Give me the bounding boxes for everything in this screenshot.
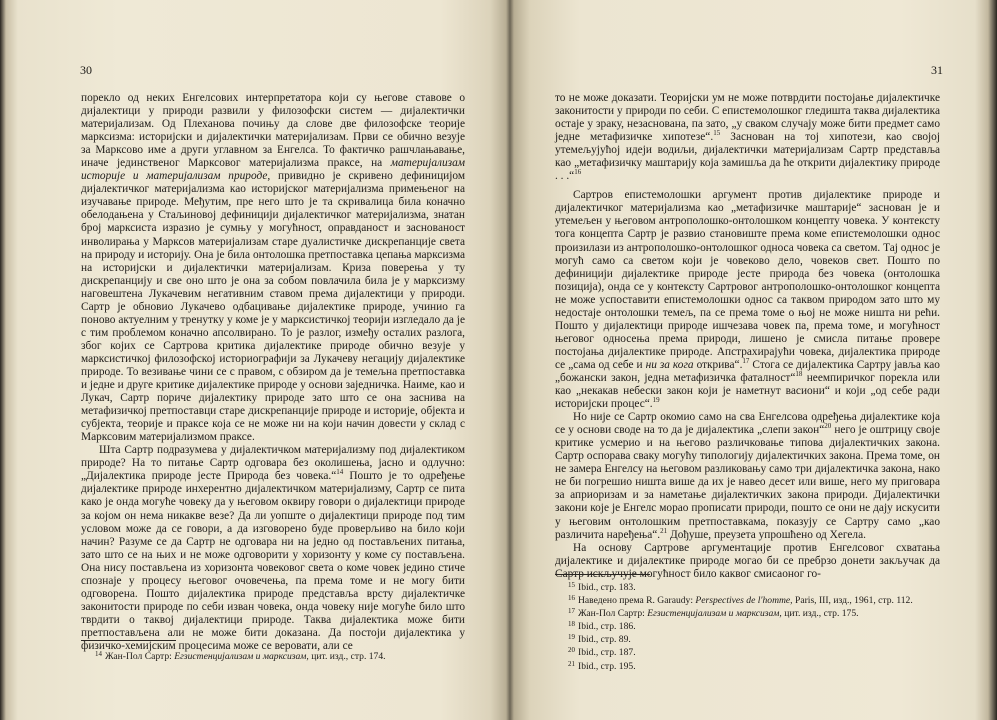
text-run: Шта Сартр подразумева у дијалектичком материјализму под дијалектиком природе? На то питање Сартр одговара без околишења, јасно и одлучно: „Дијалектика природе јесте Природа без човека.“ [81,444,465,483]
footnote-ref: 21 [660,526,668,535]
right-page [510,0,997,720]
paragraph [555,189,940,411]
paragraph [81,92,465,444]
footnote-text: Ibid., стр. 183. [578,582,636,593]
footnote [568,580,938,593]
footnote-title: Егзистенцијализам и марксизам, [174,651,309,662]
right-footnotes [568,580,938,672]
italic-text-run: материјализам историје и материјализам природе, [81,157,465,183]
footnote [95,649,465,662]
page-number-left: 30 [80,63,92,77]
page-number-right: 31 [931,63,943,77]
footnote-rule [555,574,650,575]
footnote-ref: 15 [713,129,721,138]
left-footnotes [95,649,465,662]
footnote [568,645,938,658]
footnote-mark: 19 [568,633,575,642]
text-run: Пошто је то одређење дијалектике природе инхерентно дијалектичком материјализму, Сартр се пита како је онда могуће човеку да у његовом оквиру говори о дијалектици природе за којом он нема никакве везе? Да ли уопште о дијалектици природе под тим условом може да се говори, а да изговорено буде проверљиво на било који начин? Разуме се да Сартр не одговара ни на једно од постављених питања, зато што се на њих и не може одговорити у хоризонту у коме су постављена. Она нису постављена из хоризонта човековог света о коме човек једино стиче спознаје у процесу његовог очовечења, па према томе и не могу бити одговорена. Пошто дијалектика природе представља врсту дијалектичке законитости природе по себи изван човека, онда човеку није могуће било што тврдити о таквој дијалектици природе. Таква дијалектика може бити претпостављена али не може бити доказана. Да постоји дијалектика у физичко-хемијским процесима може се веровати, али се [81,470,465,652]
footnote-mark: 18 [568,620,575,629]
footnote-text: цит. изд., стр. 175. [784,608,859,620]
text-run: привидно је скривено дефиницијом дијалектичког материјализма као историјског материјализма примењеног на изучавање природе. Међутим, пре него што је та скривалица била коначно обелодањена у Стаљиновој дефиницији дијалектичког материјализма, знатан број марксиста изразио је сумњу у могућност, оправданост и засновaност инволирања у Марксов материјализам старе дуалистичке дискрепанције света на природу и историју. Она је била онтолошка претпоставка цепања марксизма на историјски и дијалектички материјализам. Криза поверења у ту дискрепанцију и све оно што је она за собом повлачила била је у марксизму нагoвештена Лукачевим негативним ставом према дијалектици у природи. Сартр је обновио Лукачево одбацивање дијалектике природе, учинио га поново актуелним у тренутку у коме је у марксистичкој теорији изгледало да је с тим проблемом коначно апсолвирано. То је разлог, између осталих разлога, због којих се Сартрова критика дијалектике природе обично везује у марксистичкој филозофској историографији за Лукачеву негацију дијалектике природе. То везивање чини се с правом, с обзиром да је темељна претпоставка и једне и друге критике дијалектике природе у основи заједничка. Наиме, као и Лукач, Сартр пориче дијалектику природе зато што се она заснива на метафизичкој претпоставци старе дискрепанције природе и историје, објекта и субјекта, теорије и праксе која се не може ни на који начин довести у склад с Марксовим материјализмом праксе. [81,170,465,444]
paragraph [555,92,940,183]
footnote-text: Ibid., стр. 195. [578,660,636,672]
footnote-mark: 15 [568,581,575,589]
footnote-ref: 17 [742,357,750,366]
footnote-ref: 19 [652,396,660,405]
footnote-title: Perspectives de l'homme, [695,595,793,607]
left-body-text [81,92,465,653]
footnote-title: Егзистенцијализам и марксизам, [647,608,782,620]
footnote [568,659,938,672]
right-body-text [555,92,940,581]
footnote [568,606,938,619]
footnote-mark: 16 [568,594,575,603]
footnote-mark: 21 [568,659,575,668]
footnote-text: Ibid., стр. 186. [578,621,636,633]
italic-text-run: ни за кога [645,358,694,371]
footnote [568,632,938,645]
footnote-ref: 14 [336,468,344,477]
footnote-text: Жан-Пол Сартр: [105,651,172,662]
footnote-text: Жан-Пол Сартр: [578,608,645,620]
footnote-text: цит. изд., стр. 174. [311,651,386,662]
footnote-rule [81,640,176,641]
footnote-ref: 18 [795,370,803,379]
footnote-ref: 16 [574,168,582,177]
footnote-mark: 14 [95,650,102,658]
footnote [568,593,938,606]
footnote-mark: 17 [568,607,575,616]
text-run: то не може доказати. Теоријски ум не може потврдити постојање дијалектичке законитости у природи по себи. С епистемолошког гледишта таква дијалектика остаје у зраку, незаснована, па зато, „у сваком случају може бити предмет само једне метафизичке хипотезе“. [555,92,940,144]
text-run: неемпиричког порекла или као „некакав небески закон који је наметнут васиони“ и који „од себе ради историјски процес“. [555,371,940,411]
text-run: открива“. [696,358,743,371]
text-run: Сартров епистемолошки аргумент против дијалектике природе и дијалектичког материјализма као „метафизичке маштарије“ заснован је и утемељен у његовом антрополошко-онтолошком концепту човека. У контексту тога концепта Сартр је развио становиште према коме епистемолошки однос произилази из антрополошко-онтолошког односа човека са светом. Тај однос је могућ само са светом који је човеково дело, човеков свет. Пошто по дефиницији дијалектике природе јесте природа без човека (онтолошка позиција), онда се у контексту Сартровог антрополошко-онтолошког концепта не може успоставити епистемолошки однос са таквом природом зато што му недостаје онтолошки темељ, па се према томе о њој не може ништа ни рећи. Пошто у дијалектици природе ишчезава човек па, према томе, и могућност његовог односења према природи, лишено је смисла питање провере постојања дијалектике природе. Апстрахирајући човека, дијалектика природе се „сама од себе и [555,189,940,371]
footnote [568,619,938,632]
footnote-text: Ibid., стр. 187. [578,647,636,659]
text-run: Заснован на тој хипотези, као својој утемељујућој идеји водиљи, дијалектички материјализам Сартр представља као „метафизичку маштарију која замишља да ће открити дијалектику природе . . .“ [555,131,940,183]
footnote-text: Наведено према R. Garaudy: [578,595,694,607]
text-run: Но није се Сартр окомио само на сва Енгелсова одређења дијалектике која се у основи своде на то да је дијалектика „слепи закон“ [555,411,940,437]
text-run: Стога се дијалектика Сартру јавља као „божански закон, једна метафизичка фаталност“ [555,358,940,384]
footnote-text: Ibid., стр. 89. [578,634,631,646]
text-run: порекло од неких Енгелсових интерпретатора који су његове ставове о дијалектици у природи развили у филозофски систем — дијалектички материјализам. Од Плеханова почињу да слове две филозофске теорије марксизма: историјски и дијалектички материјализам. Први се обично везује за Марксово име а други углавном за Енгелса. То фактичко рашчлањавање, иначе јединственог Марксовог материјализма праксе, на [81,92,465,170]
text-run: На основу Сартрове аргументације против Енгелсовог схватања дијалектике и дијалектике природе могао би се пребрзо донети закључак да Сартр искључује могућност било каквог смисаоног го- [555,541,940,580]
text-run: него је оштрицу своје критике усмерио и на његово различковање типова дијалектичких закона. Сартр оспорава сваку могућу типологију дијалектичких закона. Према томе, он не замера Енгелсу на његовом разликовању само три дијалектичка закона, нако не би погрешио ништа више да их је навео десет или више, него му приговара за априоризам и за наметање дијалектичких закона природи. Дијалектички закони које је Енгелс морао прописати природи, пошто се они не дају искусити у његовим онтолошким претпоставкама, показују се Сартру само „као различита наређења“. [555,424,940,541]
text-run: Дођуше, преузета упрошћено од Хегела. [669,528,866,541]
footnote-mark: 20 [568,646,575,655]
footnote-text: Paris, III, изд., 1961, стр. 112. [794,595,913,607]
footnote-ref: 20 [824,422,832,431]
paragraph [81,444,465,653]
paragraph [555,411,940,541]
